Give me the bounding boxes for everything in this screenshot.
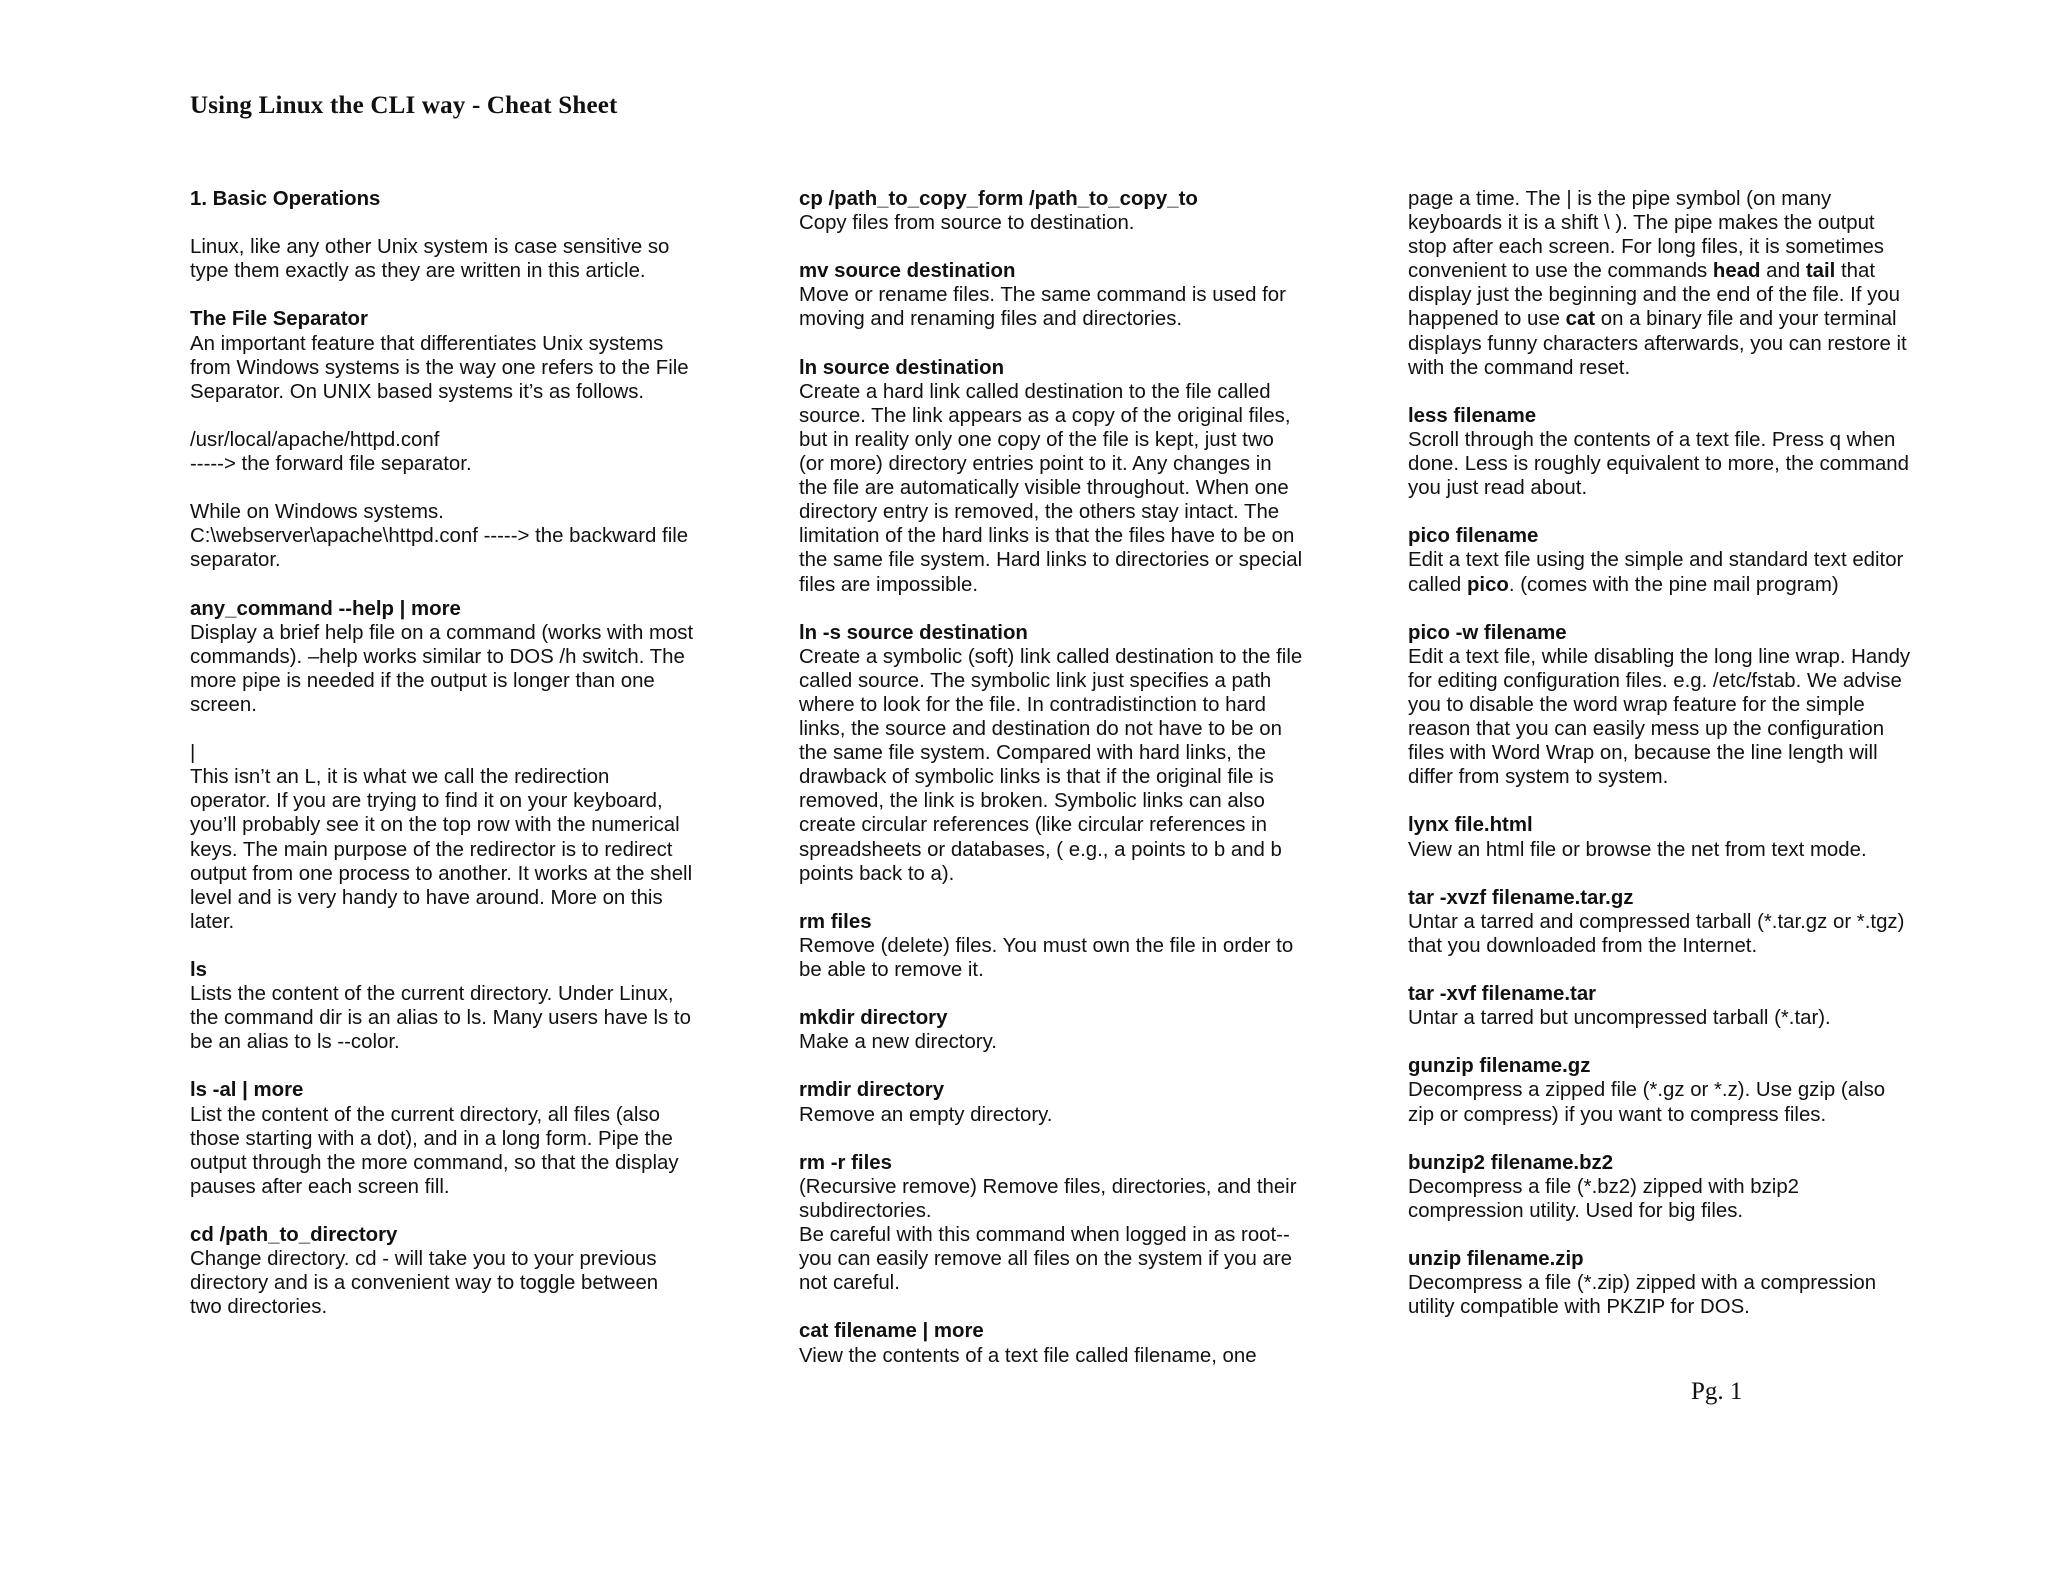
entry-pipe	[190, 741, 735, 934]
entry-heading: cd /path_to_directory	[190, 1224, 398, 1247]
paragraph-text: Linux, like any other Unix system is case sensitive so type them exactly as they are written in this article.	[190, 236, 670, 283]
entry-ls	[190, 958, 735, 1054]
paragraph-windows-path	[190, 500, 735, 572]
entry-heading: ls	[190, 959, 208, 981]
entry-text: Move or rename files. The same command is used for moving and renaming files and directories.	[799, 284, 1286, 331]
page-number: Pg. 1	[1691, 1378, 1743, 1405]
entry-rm-r	[799, 1151, 1344, 1296]
entry-heading: The File Separator	[190, 308, 368, 331]
paragraph-text: /usr/local/apache/httpd.conf -----> the forward file separator.	[190, 428, 472, 476]
entry-rmdir	[799, 1078, 1344, 1126]
entry-pico	[1408, 524, 1953, 596]
entry-tar-xvf	[1408, 982, 1953, 1030]
entry-heading: rm -r files	[799, 1151, 892, 1174]
entry-cd	[190, 1223, 735, 1319]
section-heading: 1. Basic Operations	[190, 188, 381, 210]
entry-text: Untar a tarred but uncompressed tarball (*.tar).	[1408, 1007, 1831, 1030]
entry-text: An important feature that differentiates Unix systems from Windows systems is the way one refers to the File Separator. On UNIX based systems it’s as follows.	[190, 332, 689, 403]
entry-text: List the content of the current directory, all files (also those starting with a dot), and in a long form. Pipe the output through the more command, so that the display pauses after each screen fill.	[190, 1103, 679, 1198]
entry-ln-s	[799, 621, 1344, 886]
entry-heading: ls -al | more	[190, 1079, 304, 1102]
entry-heading: bunzip2 filename.bz2	[1408, 1151, 1614, 1174]
entry-heading: cat filename | more	[799, 1320, 984, 1343]
column-2	[799, 187, 1344, 1392]
entry-heading: cp /path_to_copy_form /path_to_copy_to	[799, 188, 1198, 210]
entry-text: This isn’t an L, it is what we call the redirection operator. If you are trying to find it on your keyboard, you’ll probably see it on the top row with the numerical keys. The main purpose of the redirector is to redirect output from one process to another. It works at the shell level and is very handy to have around. More on this later.	[190, 766, 693, 933]
entry-heading: lynx file.html	[1408, 814, 1533, 837]
entry-ln	[799, 356, 1344, 597]
entry-lynx	[1408, 813, 1953, 861]
entry-text: Decompress a file (*.zip) zipped with a compression utility compatible with PKZIP for DOS.	[1408, 1272, 1877, 1319]
entry-cat	[799, 1319, 1344, 1367]
entry-ls-al	[190, 1078, 735, 1198]
paragraph-unix-path	[190, 428, 735, 476]
entry-text: Scroll through the contents of a text file. Press q when done. Less is roughly equivalent to more, the command you just read about.	[1408, 428, 1909, 500]
entry-unzip	[1408, 1247, 1953, 1319]
entry-heading: ln -s source destination	[799, 621, 1028, 644]
entry-heading: rm files	[799, 910, 872, 933]
entry-heading: ln source destination	[799, 356, 1005, 379]
entry-text: Display a brief help file on a command (works with most commands). –help works similar to DOS /h switch. The more pipe is needed if the output is longer than one screen.	[190, 621, 694, 716]
entry-text: Remove an empty directory.	[799, 1103, 1053, 1126]
entry-text: Change directory. cd - will take you to your previous directory and is a convenient way to toggle between two directories.	[190, 1248, 659, 1319]
entry-text: Create a symbolic (soft) link called destination to the file called source. The symbolic link just specifies a path where to look for the file. In contradistinction to hard links, the source and destination do not have to be on the same file system. Compared with hard links, the drawback of symbolic links is that if the original file is removed, the link is broken. Symbolic links can also create circular references (like circular references in spreadsheets or databases, ( e.g., a points to b and b points back to a).	[799, 645, 1303, 885]
entry-heading: tar -xvf filename.tar	[1408, 983, 1597, 1006]
entry-heading: rmdir directory	[799, 1079, 945, 1102]
entry-rm	[799, 910, 1344, 982]
paragraph-text: While on Windows systems. C:\webserver\apache\httpd.conf -----> the backward file separator.	[190, 501, 689, 572]
entry-text: Decompress a zipped file (*.gz or *.z). Use gzip (also zip or compress) if you want to compress files.	[1408, 1079, 1886, 1126]
entry-heading: pico -w filename	[1408, 621, 1567, 644]
entry-file-separator	[190, 307, 735, 403]
entry-cat-continued	[1408, 187, 1953, 380]
entry-text: Decompress a file (*.bz2) zipped with bzip2 compression utility. Used for big files.	[1408, 1175, 1799, 1222]
entry-text: Remove (delete) files. You must own the file in order to be able to remove it.	[799, 934, 1294, 981]
page-title: Using Linux the CLI way - Cheat Sheet	[190, 92, 618, 119]
entry-help	[190, 597, 735, 717]
entry-heading: gunzip filename.gz	[1408, 1055, 1591, 1078]
entry-text: page a time. The | is the pipe symbol (on many keyboards it is a shift \ ). The pipe makes the output stop after each screen. For long files, it is sometimes convenient to use the commands head and tail that display just the beginning and the end of the file. If you happened to use cat on a binary file and your terminal displays funny characters afterwards, you can restore it with the command reset.	[1408, 188, 1907, 379]
entry-heading: unzip filename.zip	[1408, 1248, 1584, 1271]
entry-text: View the contents of a text file called filename, one	[799, 1344, 1257, 1367]
entry-pico-w	[1408, 621, 1953, 790]
entry-text: Copy files from source to destination.	[799, 212, 1135, 235]
entry-heading: tar -xvzf filename.tar.gz	[1408, 886, 1634, 909]
entry-gunzip	[1408, 1054, 1953, 1126]
entry-heading: mv source destination	[799, 260, 1016, 283]
entry-text: Make a new directory.	[799, 1031, 997, 1054]
entry-text: Edit a text file, while disabling the long line wrap. Handy for editing configuration files. e.g. /etc/fstab. We advise you to disable the word wrap feature for the simple reason that you can easily mess up the configuration files with Word Wrap on, because the line length will differ from system to system.	[1408, 645, 1911, 789]
entry-tar-xvzf	[1408, 886, 1953, 958]
entry-text: Create a hard link called destination to the file called source. The link appears as a copy of the original files, but in reality only one copy of the file is kept, just two (or more) directory entries point to it. Any changes in the file are automatically visible throughout. When one directory entry is removed, the others stay intact. The limitation of the hard links is that the files have to be on the same file system. Hard links to directories or special files are impossible.	[799, 380, 1303, 596]
entry-heading: |	[190, 742, 196, 765]
column-3	[1408, 187, 1953, 1344]
entry-heading: mkdir directory	[799, 1007, 948, 1030]
column-1	[190, 187, 735, 1344]
entry-cp	[799, 187, 1344, 235]
entry-heading: less filename	[1408, 404, 1537, 427]
entry-text: Lists the content of the current directory. Under Linux, the command dir is an alias to ls. Many users have ls to be an alias to ls --color.	[190, 983, 691, 1054]
entry-heading: pico filename	[1408, 525, 1539, 548]
entry-mkdir	[799, 1006, 1344, 1054]
section-basic-operations	[190, 187, 735, 211]
entry-text: Edit a text file using the simple and standard text editor called pico. (comes with the pine mail program)	[1408, 549, 1904, 596]
paragraph-case-sensitive	[190, 235, 735, 283]
entry-bunzip2	[1408, 1151, 1953, 1223]
entry-text: Untar a tarred and compressed tarball (*.tar.gz or *.tgz) that you downloaded from the Internet.	[1408, 910, 1905, 957]
entry-text: View an html file or browse the net from text mode.	[1408, 838, 1867, 861]
entry-heading: any_command --help | more	[190, 597, 461, 620]
entry-text: (Recursive remove) Remove files, directories, and their subdirectories. Be careful with this command when logged in as root-- you can easily remove all files on the system if you are not careful.	[799, 1175, 1297, 1295]
entry-mv	[799, 259, 1344, 331]
entry-less	[1408, 404, 1953, 500]
